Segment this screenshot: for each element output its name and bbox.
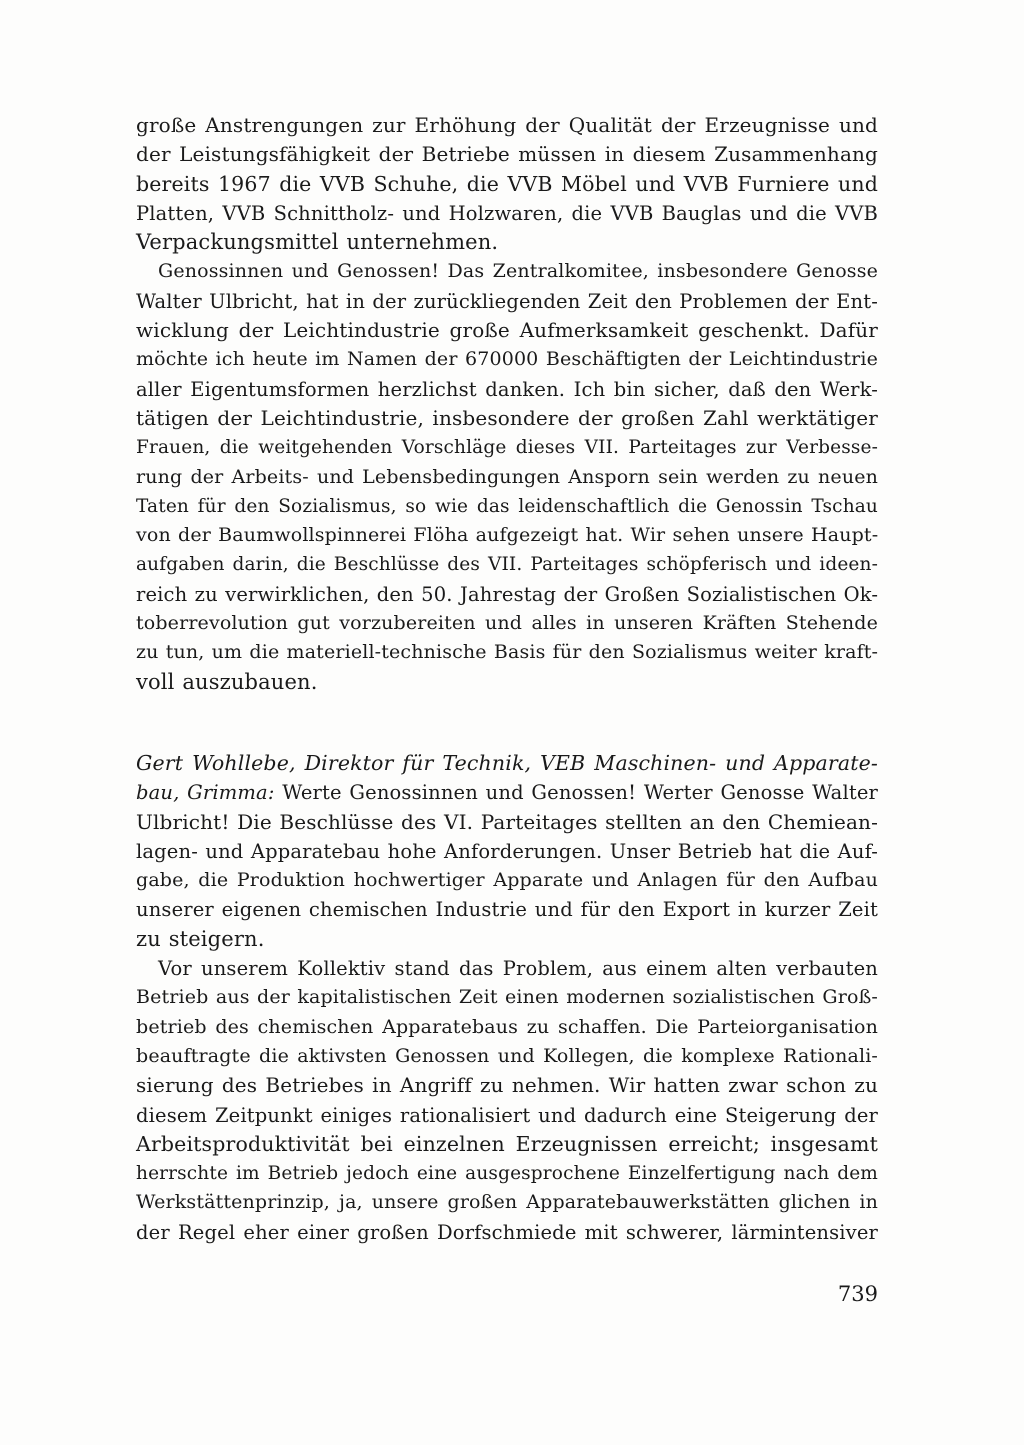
text-line: möchte ich heute im Namen der 670000 Beschäftigten der Leichtindustrie [136,348,878,371]
text-line: aller Eigentumsformen herzlichst danken. Ich bin sicher, daß den Werk- [136,377,878,401]
text-line: Frauen, die weitgehenden Vorschläge dieses VII. Parteitages zur Verbesse- [136,437,878,459]
text-line: rung der Arbeits- und Lebensbedingungen Ansporn sein werden zu neuen [136,465,878,488]
text-line: gabe, die Produktion hochwertiger Apparate und Anlagen für den Aufbau [136,869,878,892]
text-line: diesem Zeitpunkt einiges rationalisiert und dadurch eine Steigerung der [136,1103,878,1127]
text-line: betrieb des chemischen Apparatebaus zu schaffen. Die Parteiorganisation [136,1015,878,1038]
text-line: Platten, VVB Schnittholz- und Holzwaren, die VVB Bauglas und die VVB [136,201,878,225]
text-line: aufgaben darin, die Beschlüsse des VII. Parteitages schöpferisch und ideen- [136,554,878,576]
text-line: Genossinnen und Genossen! Das Zentralkomitee, insbesondere Genosse [158,260,878,283]
speech-start: Werte Genossinnen und Genossen! Werter Genosse Walter [274,781,878,805]
text-line: voll auszubauen. [136,669,318,694]
text-line: Ulbricht! Die Beschlüsse des VI. Parteitages stellten an den Chemiean- [136,809,878,834]
page-number: 739 [837,1282,878,1306]
text-line: zu steigern. [136,926,265,951]
text-line: toberrevolution gut vorzubereiten und alles in unseren Kräften Stehende [136,612,878,635]
text-section-first [136,111,878,697]
text-line: große Anstrengungen zur Erhöhung der Qualität der Erzeugnisse und [136,113,878,137]
text-line: wicklung der Leichtindustrie große Aufmerksamkeit geschenkt. Dafür [136,318,878,343]
text-line: lagen- und Apparatebau hohe Anforderungen. Unser Betrieb hat die Auf- [136,839,878,863]
text-line: tätigen der Leichtindustrie, insbesondere der großen Zahl werktätiger [136,405,878,430]
text-line: Taten für den Sozialismus, so wie das leidenschaftlich die Genossin Tschau [136,495,878,517]
text-line: Betrieb aus der kapitalistischen Zeit einen modernen sozialistischen Groß- [136,986,878,1009]
text-line: reich zu verwirklichen, den 50. Jahrestag der Großen Sozialistischen Ok- [136,582,879,606]
text-line: Walter Ulbricht, hat in der zurückliegenden Zeit den Problemen der Ent- [136,289,878,313]
text-line: von der Baumwollspinnerei Flöha aufgezeigt hat. Wir sehen unsere Haupt- [136,524,879,547]
text-line: der Leistungsfähigkeit der Betriebe müssen in diesem Zusammenhang [136,142,878,167]
text-line: bereits 1967 die VVB Schuhe, die VVB Möbel und VVB Furniere und [136,171,878,196]
text-line: herrschte im Betrieb jedoch eine ausgesprochene Einzelfertigung nach dem [136,1163,878,1185]
text-line: sierung des Betriebes in Angriff zu nehmen. Wir hatten zwar schon zu [136,1073,878,1098]
text-line: Arbeitsproduktivität bei einzelnen Erzeugnissen erreicht; insgesamt [136,1131,878,1156]
text-line: Werkstättenprinzip, ja, unsere großen Apparatebauwerkstätten glichen in [136,1191,878,1214]
text-line: Verpackungsmittel unternehmen. [136,230,499,255]
text-line [136,778,878,807]
text-line: zu tun, um die materiell-technische Basis für den Sozialismus weiter kraft- [136,641,879,664]
text-line: Vor unserem Kollektiv stand das Problem, aus einem alten verbauten [158,957,878,981]
text-line: unserer eigenen chemischen Industrie und für den Export in kurzer Zeit [136,898,878,922]
text-line: der Regel eher einer großen Dorfschmiede mit schwerer, lärmintensiver [136,1220,878,1244]
speaker-name: bau, Grimma: [136,781,275,805]
text-line: beauftragte die aktivsten Genossen und Kollegen, die komplexe Rationali- [136,1044,878,1067]
text-section-second [136,749,878,1247]
speaker-line: Gert Wohllebe, Direktor für Technik, VEB Maschinen- und Apparate- [136,751,878,775]
